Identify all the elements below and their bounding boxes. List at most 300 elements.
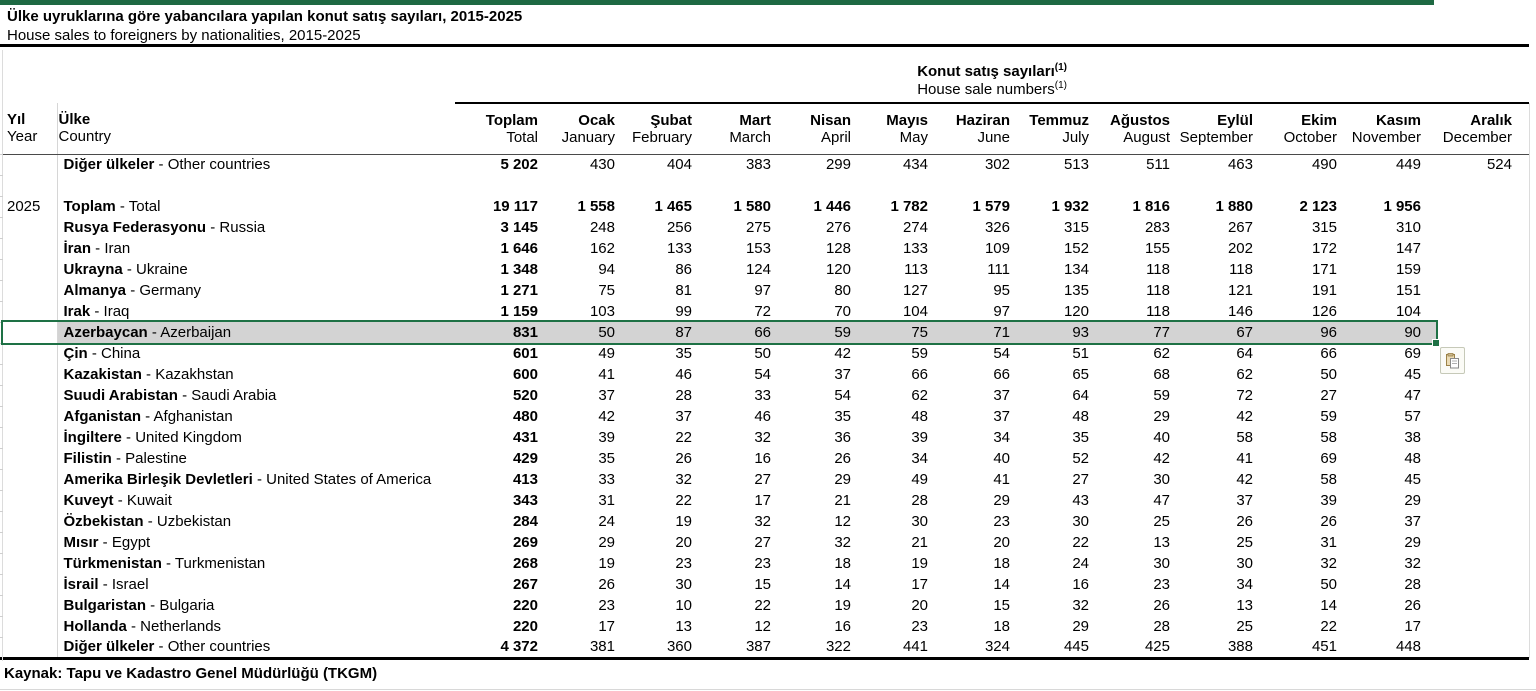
month-cell-june[interactable]: 324	[928, 637, 1010, 658]
column-header-march[interactable]: Mart March	[692, 103, 771, 154]
month-cell-august[interactable]: 68	[1153, 366, 1170, 383]
month-cell-may[interactable]: 274	[902, 219, 928, 236]
month-cell-january[interactable]: 94	[598, 261, 615, 278]
month-cell-april[interactable]: 37	[834, 366, 851, 383]
month-cell-october[interactable]: 172	[1311, 240, 1337, 257]
year-cell[interactable]	[0, 175, 57, 196]
month-cell-october[interactable]: 315	[1311, 219, 1337, 236]
total-cell[interactable]: 3 145	[500, 219, 538, 236]
month-cell-september[interactable]: 41	[1236, 450, 1253, 467]
total-cell[interactable]: 1 646	[500, 240, 538, 257]
month-cell-may[interactable]: 113	[904, 261, 928, 278]
month-cell-august[interactable]: 40	[1153, 429, 1170, 446]
column-header-november[interactable]: Kasım November	[1337, 103, 1421, 154]
month-cell-february[interactable]: 26	[675, 450, 692, 467]
column-header-october[interactable]: Ekim October	[1253, 103, 1337, 154]
month-cell-september[interactable]: 388	[1170, 637, 1253, 658]
month-cell-september[interactable]: 267	[1227, 219, 1253, 236]
month-cell-july[interactable]: 445	[1010, 637, 1089, 658]
month-cell-may[interactable]: 17	[911, 576, 928, 593]
month-cell-august[interactable]: 26	[1153, 597, 1170, 614]
month-cell-march[interactable]: 97	[754, 282, 771, 299]
month-cell-april[interactable]: 54	[834, 387, 851, 404]
total-cell[interactable]: 601	[512, 345, 538, 362]
month-cell-may[interactable]: 75	[851, 322, 928, 343]
total-cell[interactable]: 4 372	[455, 637, 538, 658]
month-cell-january[interactable]: 430	[589, 156, 615, 174]
month-cell-july[interactable]: 43	[1072, 492, 1089, 509]
month-cell-april[interactable]: 14	[834, 576, 851, 593]
month-cell-july[interactable]: 29	[1072, 618, 1089, 635]
month-cell-october[interactable]: 2 123	[1299, 198, 1337, 215]
month-cell-september[interactable]: 1 880	[1215, 198, 1253, 215]
month-cell-february[interactable]: 19	[675, 513, 692, 530]
year-cell[interactable]	[0, 553, 57, 574]
year-cell[interactable]	[0, 532, 57, 553]
year-cell[interactable]	[0, 280, 57, 301]
month-cell-march[interactable]: 46	[754, 408, 771, 425]
year-cell[interactable]	[0, 574, 57, 595]
country-cell[interactable]: Kazakistan - Kazakhstan	[63, 366, 234, 383]
month-cell-february[interactable]: 22	[675, 429, 692, 446]
month-cell-january[interactable]: 162	[589, 240, 615, 257]
month-cell-august[interactable]: 25	[1153, 513, 1170, 530]
month-cell-june[interactable]: 95	[993, 282, 1010, 299]
month-cell-february[interactable]: 81	[675, 282, 692, 299]
month-cell-february[interactable]: 86	[675, 261, 692, 278]
month-cell-march[interactable]: 15	[754, 576, 771, 593]
country-cell[interactable]: Diğer ülkeler - Other countries	[63, 156, 271, 174]
month-cell-may[interactable]: 28	[911, 492, 928, 509]
month-cell-october[interactable]: 69	[1320, 450, 1337, 467]
month-cell-march[interactable]: 33	[754, 387, 771, 404]
total-cell[interactable]: 1 348	[500, 261, 538, 278]
month-cell-november[interactable]: 38	[1404, 429, 1421, 446]
month-cell-november[interactable]: 57	[1404, 408, 1421, 425]
month-cell-february[interactable]: 10	[675, 597, 692, 614]
month-cell-june[interactable]: 20	[993, 534, 1010, 551]
year-cell[interactable]	[0, 490, 57, 511]
month-cell-september[interactable]: 64	[1236, 345, 1253, 362]
month-cell-october[interactable]: 66	[1320, 345, 1337, 362]
month-cell-july[interactable]: 120	[1063, 303, 1089, 320]
month-cell-march[interactable]: 32	[754, 513, 771, 530]
month-cell-march[interactable]: 1 580	[733, 198, 771, 215]
month-cell-february[interactable]: 32	[675, 471, 692, 488]
month-cell-february[interactable]: 256	[666, 219, 692, 236]
month-cell-may[interactable]: 441	[851, 637, 928, 658]
month-cell-january[interactable]: 19	[598, 555, 615, 572]
month-cell-august[interactable]: 29	[1153, 408, 1170, 425]
month-cell-july[interactable]: 65	[1072, 366, 1089, 383]
month-cell-september[interactable]: 72	[1236, 387, 1253, 404]
month-cell-december[interactable]	[1421, 280, 1512, 301]
paste-options-button[interactable]	[1440, 347, 1465, 374]
month-cell-february[interactable]: 13	[675, 618, 692, 635]
total-cell[interactable]: 343	[512, 492, 538, 509]
month-cell-january[interactable]: 1 558	[577, 198, 615, 215]
month-cell-january[interactable]: 37	[598, 387, 615, 404]
month-cell-june[interactable]: 111	[987, 261, 1010, 278]
month-cell-december[interactable]: 524	[1486, 156, 1512, 174]
month-cell-february[interactable]: 360	[615, 637, 692, 658]
month-cell-september[interactable]: 42	[1236, 408, 1253, 425]
month-cell-november[interactable]: 90	[1337, 322, 1421, 343]
month-cell-february[interactable]: 37	[675, 408, 692, 425]
month-cell-june[interactable]: 34	[993, 429, 1010, 446]
month-cell-july[interactable]: 32	[1072, 597, 1089, 614]
month-cell-march[interactable]: 387	[692, 637, 771, 658]
month-cell-january[interactable]: 39	[598, 429, 615, 446]
month-cell-july[interactable]: 135	[1063, 282, 1089, 299]
month-cell-january[interactable]: 49	[598, 345, 615, 362]
month-cell-july[interactable]: 64	[1072, 387, 1089, 404]
month-cell-september[interactable]: 42	[1236, 471, 1253, 488]
month-cell-december[interactable]	[1421, 553, 1512, 574]
month-cell-november[interactable]: 1 956	[1383, 198, 1421, 215]
month-cell-may[interactable]: 59	[911, 345, 928, 362]
month-cell-december[interactable]	[1421, 427, 1512, 448]
month-cell-october[interactable]: 50	[1320, 366, 1337, 383]
month-cell-april[interactable]: 42	[834, 345, 851, 362]
country-cell[interactable]: Afganistan - Afghanistan	[63, 408, 233, 425]
month-cell-february[interactable]: 46	[675, 366, 692, 383]
month-cell-november[interactable]: 45	[1404, 366, 1421, 383]
total-cell[interactable]: 480	[512, 408, 538, 425]
month-cell-april[interactable]: 35	[834, 408, 851, 425]
month-cell-february[interactable]: 1 465	[654, 198, 692, 215]
year-cell[interactable]	[0, 511, 57, 532]
month-cell-december[interactable]	[1421, 469, 1512, 490]
month-cell-november[interactable]: 47	[1404, 387, 1421, 404]
month-cell-june[interactable]: 326	[984, 219, 1010, 236]
month-cell-november[interactable]: 45	[1404, 471, 1421, 488]
month-cell-may[interactable]: 21	[911, 534, 928, 551]
column-header-january[interactable]: Ocak January	[538, 103, 615, 154]
month-cell-june[interactable]: 109	[984, 240, 1010, 257]
month-cell-june[interactable]: 29	[993, 492, 1010, 509]
country-cell[interactable]: Çin - China	[63, 345, 141, 362]
column-header-february[interactable]: Şubat February	[615, 103, 692, 154]
month-cell-november[interactable]: 29	[1404, 492, 1421, 509]
month-cell-february[interactable]: 22	[675, 492, 692, 509]
month-cell-august[interactable]: 47	[1153, 492, 1170, 509]
country-cell[interactable]: Amerika Birleşik Devletleri - United States of America	[63, 471, 432, 488]
month-cell-august[interactable]: 30	[1153, 555, 1170, 572]
month-cell-january[interactable]: 75	[598, 282, 615, 299]
month-cell-january[interactable]: 33	[598, 471, 615, 488]
month-cell-may[interactable]: 104	[902, 303, 928, 320]
month-cell-january[interactable]: 248	[589, 219, 615, 236]
column-header-april[interactable]: Nisan April	[771, 103, 851, 154]
month-cell-september[interactable]: 121	[1227, 282, 1253, 299]
country-cell[interactable]: Filistin - Palestine	[63, 450, 187, 467]
year-cell[interactable]	[0, 448, 57, 469]
month-cell-september[interactable]: 26	[1236, 513, 1253, 530]
month-cell-november[interactable]: 32	[1404, 555, 1421, 572]
month-cell-october[interactable]: 32	[1320, 555, 1337, 572]
month-cell-january[interactable]: 381	[538, 637, 615, 658]
total-cell[interactable]: 19 117	[492, 198, 538, 215]
month-cell-june[interactable]: 14	[993, 576, 1010, 593]
month-cell-february[interactable]: 30	[675, 576, 692, 593]
month-cell-march[interactable]: 27	[754, 471, 771, 488]
month-cell-october[interactable]: 26	[1320, 513, 1337, 530]
month-cell-june[interactable]: 18	[993, 555, 1010, 572]
month-cell-october[interactable]: 58	[1320, 429, 1337, 446]
month-cell-december[interactable]	[1421, 616, 1512, 637]
month-cell-february[interactable]: 404	[666, 156, 692, 174]
month-cell-september[interactable]: 30	[1236, 555, 1253, 572]
month-cell-october[interactable]: 50	[1320, 576, 1337, 593]
month-cell-march[interactable]: 23	[754, 555, 771, 572]
month-cell-november[interactable]: 147	[1395, 240, 1421, 257]
month-cell-september[interactable]: 37	[1236, 492, 1253, 509]
month-cell-february[interactable]: 23	[675, 555, 692, 572]
month-cell-june[interactable]: 37	[993, 387, 1010, 404]
month-cell-december[interactable]	[1421, 511, 1512, 532]
month-cell-september[interactable]: 13	[1236, 597, 1253, 614]
month-cell-february[interactable]: 28	[675, 387, 692, 404]
month-cell-december[interactable]	[1421, 574, 1512, 595]
country-cell[interactable]: Irak - Iraq	[63, 303, 130, 320]
month-cell-february[interactable]: 20	[675, 534, 692, 551]
month-cell-september[interactable]: 34	[1236, 576, 1253, 593]
month-cell-september[interactable]: 62	[1236, 366, 1253, 383]
total-cell[interactable]: 1 271	[500, 282, 538, 299]
month-cell-april[interactable]: 128	[825, 240, 851, 257]
month-cell-may[interactable]: 19	[911, 555, 928, 572]
month-cell-november[interactable]: 310	[1395, 219, 1421, 236]
month-cell-march[interactable]: 17	[754, 492, 771, 509]
month-cell-april[interactable]: 29	[834, 471, 851, 488]
fill-handle[interactable]	[1432, 339, 1440, 347]
month-cell-march[interactable]: 124	[745, 261, 771, 278]
month-cell-december[interactable]	[1421, 238, 1512, 259]
month-cell-january[interactable]: 29	[598, 534, 615, 551]
month-cell-november[interactable]: 37	[1404, 513, 1421, 530]
month-cell-march[interactable]: 153	[745, 240, 771, 257]
month-cell-february[interactable]: 133	[666, 240, 692, 257]
month-cell-april[interactable]: 19	[834, 597, 851, 614]
column-header-june[interactable]: Haziran June	[928, 103, 1010, 154]
year-cell[interactable]	[0, 154, 57, 175]
month-cell-november[interactable]: 448	[1337, 637, 1421, 658]
country-cell[interactable]: Mısır - Egypt	[63, 534, 151, 551]
month-cell-november[interactable]: 17	[1404, 618, 1421, 635]
month-cell-november[interactable]: 151	[1395, 282, 1421, 299]
month-cell-august[interactable]: 511	[1146, 156, 1170, 174]
month-cell-july[interactable]: 315	[1063, 219, 1089, 236]
month-cell-august[interactable]: 28	[1153, 618, 1170, 635]
month-cell-june[interactable]: 41	[993, 471, 1010, 488]
country-cell[interactable]: İngiltere - United Kingdom	[63, 429, 242, 446]
month-cell-may[interactable]: 62	[911, 387, 928, 404]
month-cell-october[interactable]: 39	[1320, 492, 1337, 509]
month-cell-january[interactable]: 31	[598, 492, 615, 509]
total-cell[interactable]: 269	[512, 534, 538, 551]
total-cell[interactable]: 220	[512, 597, 538, 614]
total-cell[interactable]: 268	[512, 555, 538, 572]
month-cell-july[interactable]: 1 932	[1051, 198, 1089, 215]
month-cell-june[interactable]: 18	[993, 618, 1010, 635]
month-cell-september[interactable]: 202	[1227, 240, 1253, 257]
month-cell-april[interactable]: 12	[834, 513, 851, 530]
total-cell[interactable]: 520	[512, 387, 538, 404]
month-cell-april[interactable]: 59	[771, 322, 851, 343]
empty-cell[interactable]	[57, 175, 1529, 196]
country-cell[interactable]: Rusya Federasyonu - Russia	[63, 219, 266, 236]
month-cell-november[interactable]: 104	[1395, 303, 1421, 320]
month-cell-august[interactable]: 1 816	[1132, 198, 1170, 215]
month-cell-november[interactable]: 69	[1404, 345, 1421, 362]
year-cell[interactable]	[0, 259, 57, 280]
month-cell-march[interactable]: 50	[754, 345, 771, 362]
month-cell-june[interactable]: 302	[984, 156, 1010, 174]
year-cell[interactable]	[0, 406, 57, 427]
month-cell-december[interactable]	[1421, 406, 1512, 427]
year-cell[interactable]	[0, 595, 57, 616]
month-cell-march[interactable]: 66	[692, 322, 771, 343]
month-cell-february[interactable]: 99	[675, 303, 692, 320]
month-cell-july[interactable]: 30	[1072, 513, 1089, 530]
month-cell-june[interactable]: 15	[993, 597, 1010, 614]
month-cell-november[interactable]: 449	[1395, 156, 1421, 174]
month-cell-june[interactable]: 71	[928, 322, 1010, 343]
month-cell-december[interactable]	[1421, 595, 1512, 616]
month-cell-april[interactable]: 16	[834, 618, 851, 635]
month-cell-september[interactable]: 58	[1236, 429, 1253, 446]
year-cell[interactable]	[0, 616, 57, 637]
month-cell-january[interactable]: 103	[589, 303, 615, 320]
month-cell-july[interactable]: 134	[1063, 261, 1089, 278]
month-cell-december[interactable]	[1421, 385, 1512, 406]
year-cell[interactable]	[0, 343, 57, 364]
month-cell-june[interactable]: 1 579	[972, 198, 1010, 215]
country-cell[interactable]: Diğer ülkeler - Other countries	[57, 637, 455, 658]
month-cell-april[interactable]: 18	[834, 555, 851, 572]
month-cell-july[interactable]: 152	[1063, 240, 1089, 257]
month-cell-april[interactable]: 70	[834, 303, 851, 320]
month-cell-august[interactable]: 425	[1089, 637, 1170, 658]
month-cell-october[interactable]: 31	[1320, 534, 1337, 551]
month-cell-july[interactable]: 51	[1072, 345, 1089, 362]
month-cell-november[interactable]: 29	[1404, 534, 1421, 551]
column-header-total[interactable]: Toplam Total	[455, 103, 538, 154]
month-cell-september[interactable]: 25	[1236, 534, 1253, 551]
month-cell-august[interactable]: 77	[1089, 322, 1170, 343]
year-cell[interactable]	[0, 301, 57, 322]
month-cell-may[interactable]: 34	[911, 450, 928, 467]
month-cell-march[interactable]: 12	[754, 618, 771, 635]
country-cell[interactable]: Kuveyt - Kuwait	[63, 492, 172, 509]
total-cell[interactable]: 220	[512, 618, 538, 635]
month-cell-may[interactable]: 127	[902, 282, 928, 299]
month-cell-april[interactable]: 299	[825, 156, 851, 174]
month-cell-april[interactable]: 21	[834, 492, 851, 509]
month-cell-august[interactable]: 118	[1146, 303, 1170, 320]
month-cell-september[interactable]: 25	[1236, 618, 1253, 635]
month-cell-november[interactable]: 48	[1404, 450, 1421, 467]
total-cell[interactable]: 284	[512, 513, 538, 530]
country-cell[interactable]: İsrail - Israel	[63, 576, 149, 593]
year-cell[interactable]	[0, 217, 57, 238]
month-cell-august[interactable]: 59	[1153, 387, 1170, 404]
month-cell-october[interactable]: 451	[1253, 637, 1337, 658]
month-cell-february[interactable]: 87	[615, 322, 692, 343]
month-cell-march[interactable]: 383	[745, 156, 771, 174]
column-header-july[interactable]: Temmuz July	[1010, 103, 1089, 154]
year-cell[interactable]	[0, 427, 57, 448]
month-cell-april[interactable]: 322	[771, 637, 851, 658]
total-cell[interactable]: 431	[512, 429, 538, 446]
month-cell-may[interactable]: 66	[911, 366, 928, 383]
month-cell-september[interactable]: 146	[1227, 303, 1253, 320]
month-cell-may[interactable]: 1 782	[890, 198, 928, 215]
country-cell[interactable]: Bulgaristan - Bulgaria	[63, 597, 215, 614]
country-cell[interactable]: Azerbaycan - Azerbaijan	[57, 322, 455, 343]
month-cell-july[interactable]: 52	[1072, 450, 1089, 467]
month-cell-june[interactable]: 37	[993, 408, 1010, 425]
month-cell-july[interactable]: 93	[1010, 322, 1089, 343]
column-header-august[interactable]: Ağustos August	[1089, 103, 1170, 154]
month-cell-march[interactable]: 16	[754, 450, 771, 467]
month-cell-december[interactable]	[1421, 490, 1512, 511]
month-cell-october[interactable]: 22	[1320, 618, 1337, 635]
month-cell-march[interactable]: 27	[754, 534, 771, 551]
column-header-country[interactable]: Ülke Country	[57, 103, 455, 154]
year-cell[interactable]	[0, 364, 57, 385]
month-cell-october[interactable]: 171	[1311, 261, 1337, 278]
month-cell-april[interactable]: 36	[834, 429, 851, 446]
month-cell-november[interactable]: 26	[1404, 597, 1421, 614]
month-cell-september[interactable]: 67	[1170, 322, 1253, 343]
country-cell[interactable]: Almanya - Germany	[63, 282, 202, 299]
month-cell-april[interactable]: 276	[825, 219, 851, 236]
month-cell-september[interactable]: 463	[1227, 156, 1253, 174]
total-cell[interactable]: 600	[512, 366, 538, 383]
month-cell-october[interactable]: 14	[1320, 597, 1337, 614]
month-cell-april[interactable]: 1 446	[813, 198, 851, 215]
month-cell-january[interactable]: 41	[598, 366, 615, 383]
month-cell-march[interactable]: 54	[754, 366, 771, 383]
country-cell[interactable]: Toplam - Total	[63, 198, 161, 215]
country-cell[interactable]: Hollanda - Netherlands	[63, 618, 222, 635]
month-cell-july[interactable]: 16	[1072, 576, 1089, 593]
month-cell-january[interactable]: 24	[598, 513, 615, 530]
month-cell-january[interactable]: 50	[538, 322, 615, 343]
total-cell[interactable]: 831	[455, 322, 538, 343]
month-cell-january[interactable]: 26	[598, 576, 615, 593]
month-cell-may[interactable]: 133	[902, 240, 928, 257]
month-cell-june[interactable]: 40	[993, 450, 1010, 467]
month-cell-march[interactable]: 22	[754, 597, 771, 614]
month-cell-october[interactable]: 59	[1320, 408, 1337, 425]
month-cell-april[interactable]: 120	[825, 261, 851, 278]
month-cell-may[interactable]: 30	[911, 513, 928, 530]
month-cell-january[interactable]: 17	[598, 618, 615, 635]
month-cell-may[interactable]: 49	[911, 471, 928, 488]
total-cell[interactable]: 5 202	[500, 156, 538, 174]
month-cell-september[interactable]: 118	[1229, 261, 1253, 278]
month-cell-may[interactable]: 434	[902, 156, 928, 174]
month-cell-may[interactable]: 48	[911, 408, 928, 425]
column-header-december[interactable]: Aralık December	[1421, 103, 1512, 154]
year-cell[interactable]	[0, 238, 57, 259]
month-cell-october[interactable]: 27	[1320, 387, 1337, 404]
month-cell-march[interactable]: 32	[754, 429, 771, 446]
month-cell-december[interactable]	[1421, 301, 1512, 322]
